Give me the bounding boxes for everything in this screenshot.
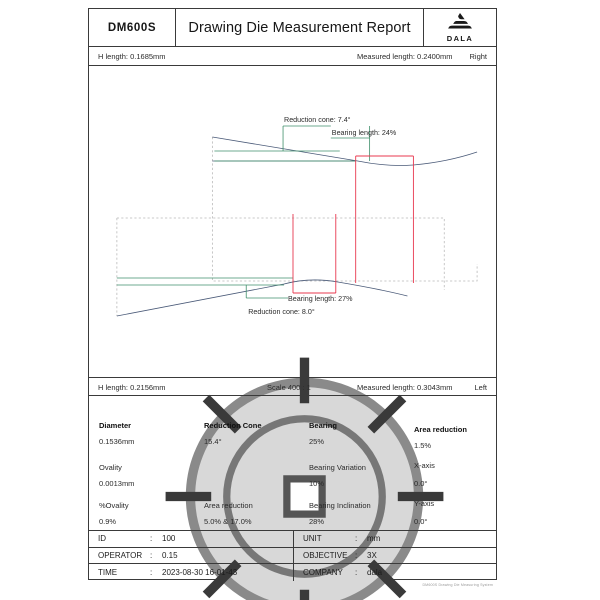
company-key: COMPANY: [303, 568, 343, 578]
company-value: dala: [367, 568, 383, 578]
time-value: 2023-08-30 16-01-43: [162, 568, 238, 578]
meta-row: [89, 564, 496, 581]
measurement-table: [89, 415, 496, 531]
reduction-cone-header: Reduction Cone: [204, 421, 262, 430]
lower-bearing-length-label: Bearing length: 27%: [288, 294, 353, 304]
measurement-column-3: [309, 415, 414, 530]
upper-reduction-cone-label: Reduction cone: 7.4°: [284, 115, 351, 125]
lower-reduction-cone-label: Reduction cone: 8.0°: [248, 307, 315, 317]
meta-cell-company: [294, 564, 496, 581]
bottom-info-strip: [89, 377, 496, 396]
logo-wordmark: DALA: [446, 34, 474, 43]
meta-cell-time: [89, 564, 294, 581]
meta-row: [89, 548, 496, 565]
top-measured-length: Measured length: 0.2400mm: [357, 52, 453, 61]
area-reduction-header: Area reduction: [414, 425, 467, 434]
pct-ovality-value: 0.9%: [99, 517, 117, 526]
mountain-logo-icon: [447, 12, 473, 33]
id-key: ID: [98, 534, 106, 544]
bearing-variation-header: Bearing Variation: [309, 463, 366, 472]
meta-cell-objective: [294, 548, 496, 564]
measurement-column-4: [414, 415, 498, 530]
meta-cell-unit: [294, 531, 496, 547]
bearing-inclination-value: 28%: [309, 517, 325, 526]
time-key: TIME: [98, 568, 118, 578]
top-side-label: Right: [469, 52, 487, 61]
operator-key: OPERATOR: [98, 550, 143, 560]
die-profile-diagram: [89, 66, 496, 377]
diameter-header: Diameter: [99, 421, 132, 430]
id-value: 100: [162, 534, 176, 544]
ovality-header: Ovality: [99, 463, 122, 472]
scale-label: Scale 400 : 1: [267, 383, 311, 392]
y-axis-header: Y-axis: [414, 499, 435, 508]
meta-cell-id: [89, 531, 294, 547]
footer-caption: DM600S Drawing Die Measuring System: [422, 583, 493, 587]
x-axis-header: X-axis: [414, 461, 435, 470]
model-label: DM600S: [89, 9, 176, 46]
measurement-column-1: [99, 415, 204, 530]
area-reduction-2-header: Area reduction: [204, 501, 253, 510]
report-sheet: [88, 8, 497, 580]
objective-value: 3X: [367, 550, 377, 560]
bearing-value: 25%: [309, 437, 325, 446]
upper-profile-group: [212, 126, 477, 283]
area-reduction-2-value: 5.0% & 17.0%: [204, 517, 252, 526]
meta-table: [89, 531, 496, 581]
diameter-value: 0.1536mm: [99, 437, 135, 446]
operator-colon: :: [150, 550, 153, 560]
time-colon: :: [150, 568, 153, 578]
bottom-h-length: H length: 0.2156mm: [98, 383, 166, 392]
unit-colon: :: [355, 534, 358, 544]
reduction-cone-value: 15.4°: [204, 437, 222, 446]
title-band: [89, 9, 496, 47]
bottom-side-label: Left: [474, 383, 487, 392]
meta-cell-operator: [89, 548, 294, 564]
upper-bearing-box: [356, 156, 414, 283]
top-h-length: H length: 0.1685mm: [98, 52, 166, 61]
bearing-header: Bearing: [309, 421, 337, 430]
area-reduction-value: 1.5%: [414, 441, 432, 450]
lower-profile-group: [117, 214, 444, 316]
pct-ovality-header: %Ovality: [99, 501, 129, 510]
company-logo: [423, 9, 496, 46]
meta-row: [89, 531, 496, 548]
operator-value: 0.15: [162, 550, 178, 560]
bottom-measured-length: Measured length: 0.3043mm: [357, 383, 453, 392]
measurement-column-2: [204, 415, 309, 530]
unit-key: UNIT: [303, 534, 322, 544]
y-axis-value: 0.0°: [414, 517, 428, 526]
top-info-strip: [89, 47, 496, 66]
bearing-variation-value: 10%: [309, 479, 325, 488]
page-title: Drawing Die Measurement Report: [188, 19, 411, 36]
x-axis-value: 0.0°: [414, 479, 428, 488]
company-colon: :: [355, 568, 358, 578]
upper-bearing-length-label: Bearing length: 24%: [331, 128, 397, 138]
unit-value: mm: [367, 534, 381, 544]
lower-outline: [117, 218, 444, 316]
objective-key: OBJECTIVE: [303, 550, 348, 560]
objective-colon: :: [355, 550, 358, 560]
id-colon: :: [150, 534, 153, 544]
ovality-value: 0.0013mm: [99, 479, 135, 488]
bearing-inclination-header: Bearing Inclination: [309, 501, 371, 510]
